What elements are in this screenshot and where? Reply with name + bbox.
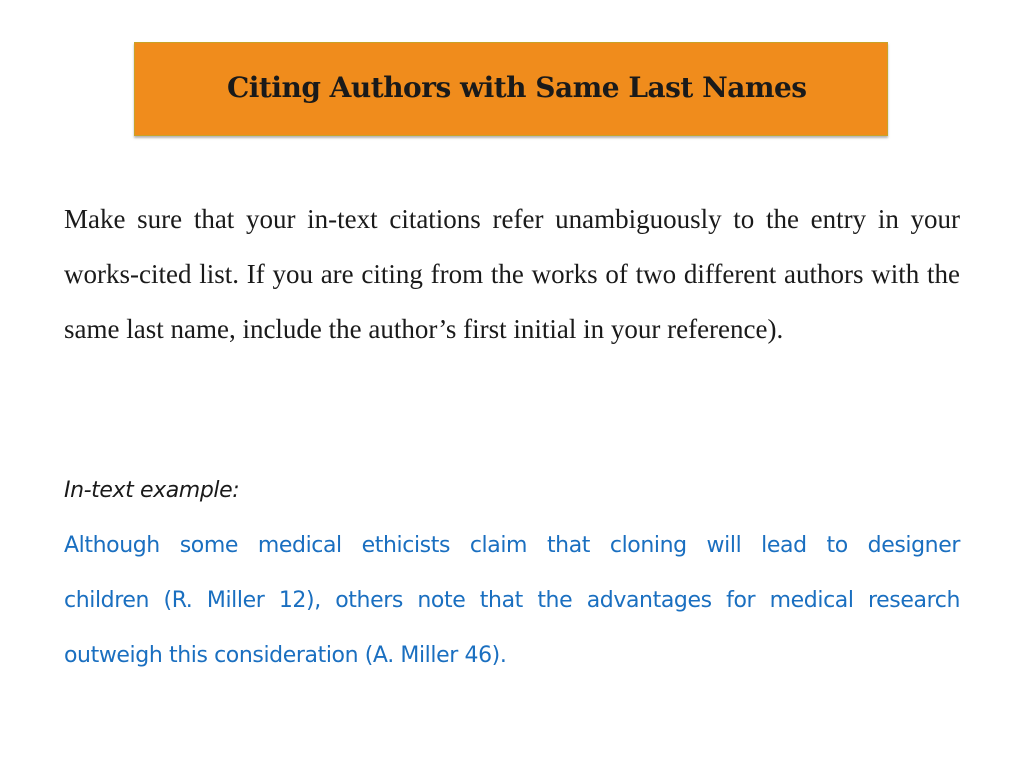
example-line: outweigh this consideration (A. Miller 46).: [64, 643, 507, 668]
example-label: In-text example:: [64, 478, 240, 503]
body-paragraph: Make sure that your in-text citations refer unambiguously to the entry in your works-cited list. If you are citing from the works of two different authors with the same last name, include the author’s first initial in your reference).: [64, 204, 960, 344]
example-line: Although some medical ethicists claim that cloning will lead to designer: [64, 533, 960, 558]
example-line: children (R. Miller 12), others note that the advantages for medical research: [64, 588, 960, 613]
title-banner: [134, 42, 888, 136]
slide-title: Citing Authors with Same Last Names: [227, 71, 807, 104]
